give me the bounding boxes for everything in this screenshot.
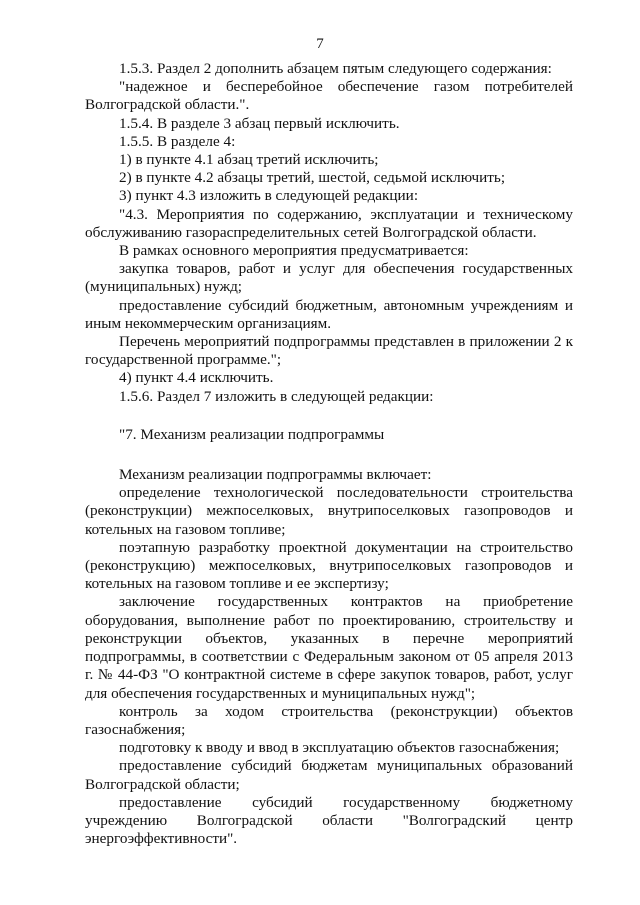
paragraph: определение технологической последовательности строительства (реконструкции) межпоселковых, внутрипоселковых газопроводов и котельных на газовом топливе;	[85, 484, 573, 538]
paragraph: 1.5.6. Раздел 7 изложить в следующей редакции:	[119, 387, 434, 405]
paragraph: 1.5.5. В разделе 4:	[119, 132, 236, 150]
paragraph: предоставление субсидий государственному бюджетному учреждению Волгоградской области "Волгоградский центр энергоэффективности".	[85, 793, 573, 848]
section-heading: "7. Механизм реализации подпрограммы	[119, 425, 385, 443]
paragraph: 4) пункт 4.4 исключить.	[119, 369, 274, 387]
paragraph: контроль за ходом строительства (реконструкции) объектов газоснабжения;	[85, 702, 573, 738]
document-body	[85, 60, 573, 848]
paragraph: Механизм реализации подпрограммы включает:	[119, 466, 432, 484]
page-number: 7	[316, 36, 324, 52]
paragraph: подготовку к вводу и ввод в эксплуатацию объектов газоснабжения;	[119, 739, 560, 757]
paragraph: предоставление субсидий бюджетам муниципальных образований Волгоградской области;	[85, 757, 573, 793]
paragraph: 1.5.3. Раздел 2 дополнить абзацем пятым следующего содержания:	[119, 60, 552, 77]
paragraph: Перечень мероприятий подпрограммы представлен в приложении 2 к государственной программе.";	[85, 333, 573, 369]
paragraph: В рамках основного мероприятия предусматривается:	[119, 242, 469, 260]
paragraph: закупка товаров, работ и услуг для обеспечения государственных (муниципальных) нужд;	[85, 260, 573, 296]
paragraph: заключение государственных контрактов на приобретение оборудования, выполнение работ по проектированию, строительству и реконструкции объектов, указанных в перечне мероприятий подпрограммы, в соответствии с Федеральным законом от 05 апреля 2013 г. № 44-ФЗ "О контрактной системе в сфере закупок товаров, работ, услуг для обеспечения государственных и муниципальных нужд";	[85, 593, 573, 702]
paragraph: 3) пункт 4.3 изложить в следующей редакции:	[119, 187, 419, 205]
paragraph: "4.3. Мероприятия по содержанию, эксплуатации и техническому обслуживанию газораспределительных сетей Волгоградской области.	[85, 205, 573, 241]
paragraph: 1.5.4. В разделе 3 абзац первый исключить.	[119, 114, 400, 132]
paragraph: 1) в пункте 4.1 абзац третий исключить;	[119, 151, 379, 169]
paragraph: 2) в пункте 4.2 абзацы третий, шестой, седьмой исключить;	[119, 169, 506, 187]
paragraph: "надежное и бесперебойное обеспечение газом потребителей Волгоградской области.".	[85, 78, 573, 114]
paragraph: поэтапную разработку проектной документации на строительство (реконструкцию) межпоселковых, внутрипоселковых газопроводов и котельных на газовом топливе и ее экспертизу;	[85, 538, 573, 593]
paragraph: предоставление субсидий бюджетным, автономным учреждениям и иным некоммерческим организациям.	[85, 296, 573, 332]
